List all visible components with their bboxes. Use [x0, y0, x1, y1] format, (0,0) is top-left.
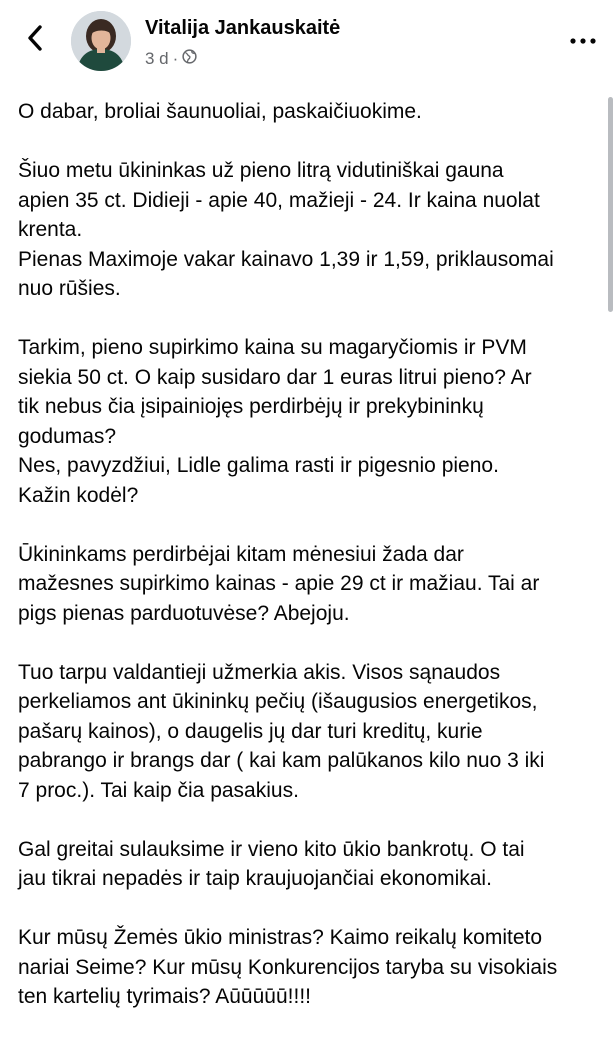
post-text-line: Tuo tarpu valdantieji užmerkia akis. Visos sąnaudos [18, 660, 501, 684]
post-text-line: Pienas Maximoje vakar kainavo 1,39 ir 1,59, priklausomai [18, 247, 554, 271]
post-text-line: krenta. [18, 218, 83, 241]
post-text-line: apien 35 ct. Didieji - apie 40, mažieji - 24. Ir kaina nuolat [18, 188, 540, 212]
post-paragraph [18, 333, 596, 510]
post-text-line: pigs pienas parduotuvėse? Abejoju. [18, 601, 350, 625]
more-horizontal-icon [570, 31, 596, 49]
post-paragraph [18, 923, 596, 1012]
post-text-line: Kur mūsų Žemės ūkio ministras? Kaimo reikalų komiteto [18, 926, 543, 949]
post-text-line: Kažin kodėl? [18, 483, 139, 507]
post-text-line: Nes, pavyzdžiui, Lidle galima rasti ir pigesnio pieno. [18, 454, 499, 477]
post-text-line: Tarkim, pieno supirkimo kaina su magaryčiomis ir PVM [18, 336, 527, 359]
post-paragraph [18, 97, 596, 127]
post-text-line: tik nebus čia įsipainiojęs perdirbėjų ir prekybininkų [18, 395, 484, 418]
post-text-line: perkeliamos ant ūkininkų pečių (išaugusios energetikos, [18, 690, 538, 713]
post-text-line: pašarų kainos), o daugelis jų dar turi kreditų, kurie [18, 719, 483, 743]
post-body [18, 97, 596, 1041]
post-paragraph [18, 156, 596, 304]
more-options-button[interactable] [563, 26, 603, 54]
post-age[interactable]: 3 d [145, 49, 169, 68]
author-avatar[interactable] [71, 11, 131, 71]
post-paragraph [18, 835, 596, 894]
post-header [0, 0, 615, 80]
post-text-line: Gal greitai sulauksime ir vieno kito ūkio bankrotų. O tai [18, 837, 525, 861]
post-text-line: mažesnes supirkimo kainas - apie 29 ct ir mažiau. Tai ar [18, 572, 540, 595]
scrollbar[interactable] [608, 97, 613, 312]
post-text-line: ten kartelių tyrimais? Aūūūūū!!!! [18, 985, 311, 1008]
post-text-line: nariai Seime? Kur mūsų Konkurencijos taryba su visokiais [18, 955, 558, 979]
post-text-line: siekia 50 ct. O kaip susidaro dar 1 euras litrui pieno? Ar [18, 365, 532, 389]
post-text-line: pabrango ir brangs dar ( kai kam palūkanos kilo nuo 3 iki [18, 749, 545, 772]
post-text-line: jau tikrai nepadės ir taip kraujuojančiai ekonomikai. [18, 867, 492, 890]
post-text-line: Šiuo metu ūkininkas už pieno litrą vidutiniškai gauna [18, 159, 504, 182]
globe-icon [182, 49, 197, 69]
post-text-line: nuo rūšies. [18, 277, 121, 300]
post-text-line: Ūkininkams perdirbėjai kitam mėnesiui žada dar [18, 542, 464, 566]
author-name[interactable]: Vitalija Jankauskaitė [145, 17, 341, 39]
post-paragraph [18, 658, 596, 806]
chevron-left-icon [27, 25, 43, 56]
back-button[interactable] [18, 22, 52, 58]
post-text-line: 7 proc.). Tai kaip čia pasakius. [18, 778, 299, 802]
meta-separator: · [172, 49, 179, 68]
post-text-line: godumas? [18, 424, 117, 448]
post-meta [145, 49, 197, 69]
post-text-line: O dabar, broliai šaunuoliai, paskaičiuokime. [18, 100, 422, 123]
post-paragraph [18, 540, 596, 629]
